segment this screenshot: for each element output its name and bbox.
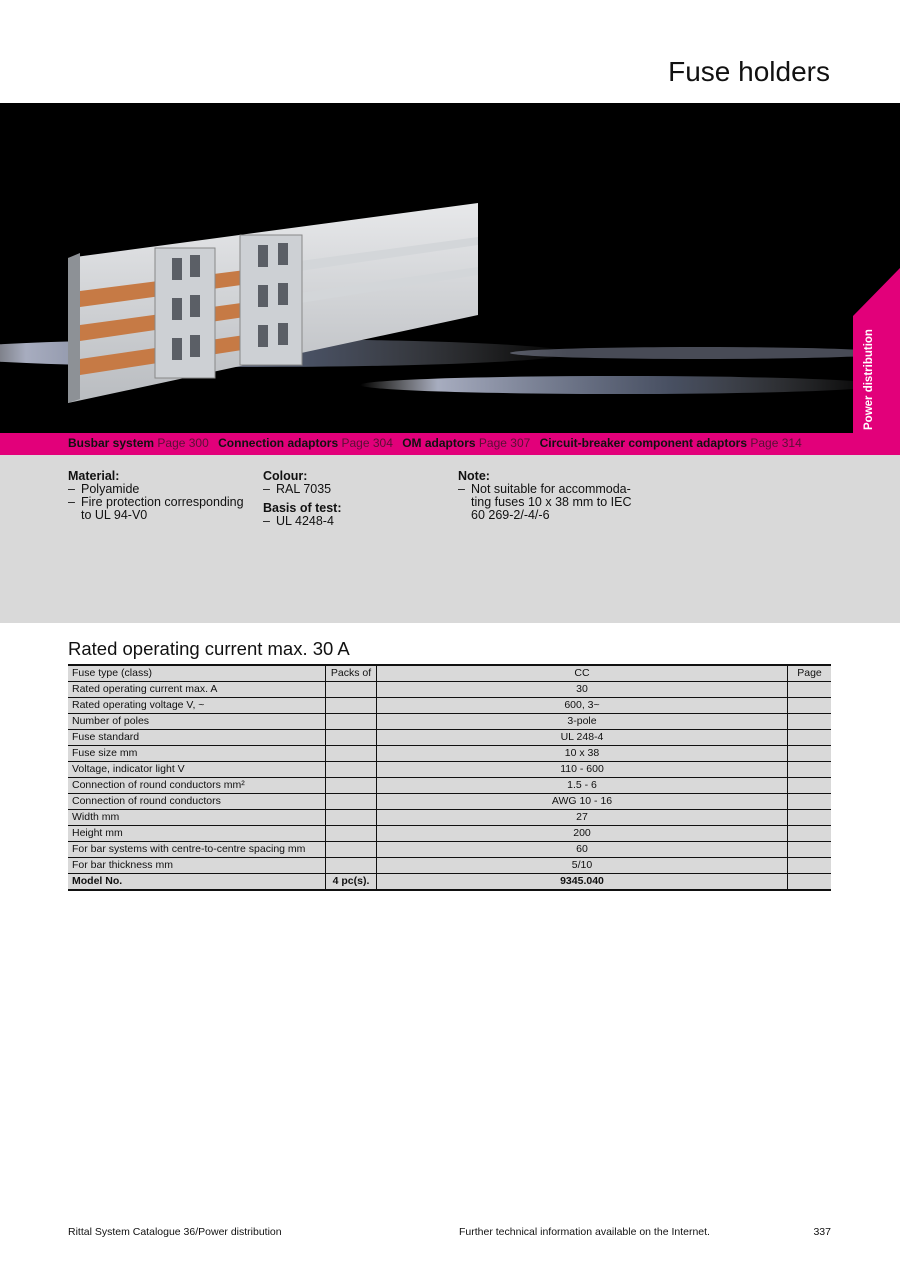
row-label: Fuse size mm (68, 746, 326, 762)
material-item: – Polyamide (68, 483, 248, 496)
crossref-om-adaptors-page: Page 307 (478, 436, 531, 450)
info-panel (0, 455, 900, 623)
table-row (68, 778, 831, 794)
table-row (68, 698, 831, 714)
packs-cell (326, 746, 377, 762)
packs-cell: 4 pc(s). (326, 874, 377, 891)
packs-cell (326, 810, 377, 826)
product-photo (0, 103, 900, 433)
note-block (458, 470, 633, 522)
page-cell (788, 874, 832, 891)
value-cell: 110 - 600 (377, 762, 788, 778)
table-row (68, 810, 831, 826)
page-cell (788, 842, 832, 858)
packs-cell (326, 794, 377, 810)
page-cell (788, 794, 832, 810)
packs-cell (326, 778, 377, 794)
packs-cell (326, 698, 377, 714)
page-title: Fuse holders (668, 56, 830, 87)
crossref-connection-adaptors[interactable]: Connection adaptors (218, 436, 339, 450)
packs-cell (326, 842, 377, 858)
crossref-circuit-breaker-adaptors-page: Page 314 (750, 436, 802, 450)
value-cell: 60 (377, 842, 788, 858)
colour-item: – RAL 7035 (263, 483, 443, 496)
page-cell (788, 746, 832, 762)
value-cell: 10 x 38 (377, 746, 788, 762)
page-cell (788, 714, 832, 730)
table-row (68, 730, 831, 746)
value-cell: UL 248-4 (377, 730, 788, 746)
row-label: Rated operating voltage V, ~ (68, 698, 326, 714)
page-cell (788, 698, 832, 714)
material-heading: Material: (68, 469, 120, 483)
table-row (68, 746, 831, 762)
value-cell: 600, 3~ (377, 698, 788, 714)
basis-item: – UL 4248-4 (263, 515, 443, 528)
row-label: Connection of round conductors (68, 794, 326, 810)
page-cell (788, 762, 832, 778)
footer-page-number: 337 (813, 1226, 831, 1238)
row-label: Fuse type (class) (68, 665, 326, 682)
packs-cell (326, 826, 377, 842)
note-heading: Note: (458, 469, 490, 483)
page-cell (788, 858, 832, 874)
spec-table (68, 664, 831, 891)
value-cell: 3-pole (377, 714, 788, 730)
page-cell (788, 682, 832, 698)
table-row (68, 874, 831, 891)
packs-cell (326, 858, 377, 874)
packs-cell (326, 762, 377, 778)
section-heading: Rated operating current max. 30 A (68, 638, 350, 659)
note-item: – Not suitable for accommoda-ting fuses 10 x 38 mm to IEC 60 269-2/-4/-6 (458, 483, 633, 522)
row-label: Connection of round conductors mm² (68, 778, 326, 794)
packs-cell (326, 682, 377, 698)
page-cell: Page (788, 665, 832, 682)
page-cell (788, 810, 832, 826)
row-label: Width mm (68, 810, 326, 826)
colour-block (263, 470, 443, 528)
row-label: Model No. (68, 874, 326, 891)
row-label: For bar thickness mm (68, 858, 326, 874)
table-header-row (68, 665, 831, 682)
page-cell (788, 730, 832, 746)
table-row (68, 842, 831, 858)
table-row (68, 794, 831, 810)
table-row (68, 714, 831, 730)
value-cell: AWG 10 - 16 (377, 794, 788, 810)
side-tab-label: Power distribution (863, 329, 875, 430)
cross-reference-bar (0, 433, 853, 455)
packs-cell: Packs of (326, 665, 377, 682)
table-row (68, 682, 831, 698)
crossref-circuit-breaker-adaptors[interactable]: Circuit-breaker component adaptors (539, 436, 748, 450)
row-label: Fuse standard (68, 730, 326, 746)
table-row (68, 826, 831, 842)
crossref-busbar[interactable]: Busbar system (68, 436, 155, 450)
packs-cell (326, 714, 377, 730)
value-cell: 9345.040 (377, 874, 788, 891)
crossref-busbar-page: Page 300 (157, 436, 209, 450)
table-row (68, 762, 831, 778)
crossref-om-adaptors[interactable]: OM adaptors (402, 436, 476, 450)
row-label: Rated operating current max. A (68, 682, 326, 698)
page-cell (788, 826, 832, 842)
value-cell: 30 (377, 682, 788, 698)
row-label: Voltage, indicator light V (68, 762, 326, 778)
material-block (68, 470, 248, 522)
crossref-connection-adaptors-page: Page 304 (341, 436, 393, 450)
row-label: For bar systems with centre-to-centre spacing mm (68, 842, 326, 858)
footer-internet-note: Further technical information available on the Internet. (459, 1226, 710, 1238)
value-cell: 5/10 (377, 858, 788, 874)
row-label: Number of poles (68, 714, 326, 730)
row-label: Height mm (68, 826, 326, 842)
value-cell: 200 (377, 826, 788, 842)
value-cell: CC (377, 665, 788, 682)
table-row (68, 858, 831, 874)
value-cell: 1.5 - 6 (377, 778, 788, 794)
packs-cell (326, 730, 377, 746)
page-cell (788, 778, 832, 794)
colour-heading: Colour: (263, 469, 308, 483)
basis-heading: Basis of test: (263, 501, 342, 515)
value-cell: 27 (377, 810, 788, 826)
footer-catalogue: Rittal System Catalogue 36/Power distribution (68, 1226, 282, 1238)
material-item: – Fire protection corresponding to UL 94-V0 (68, 496, 248, 522)
